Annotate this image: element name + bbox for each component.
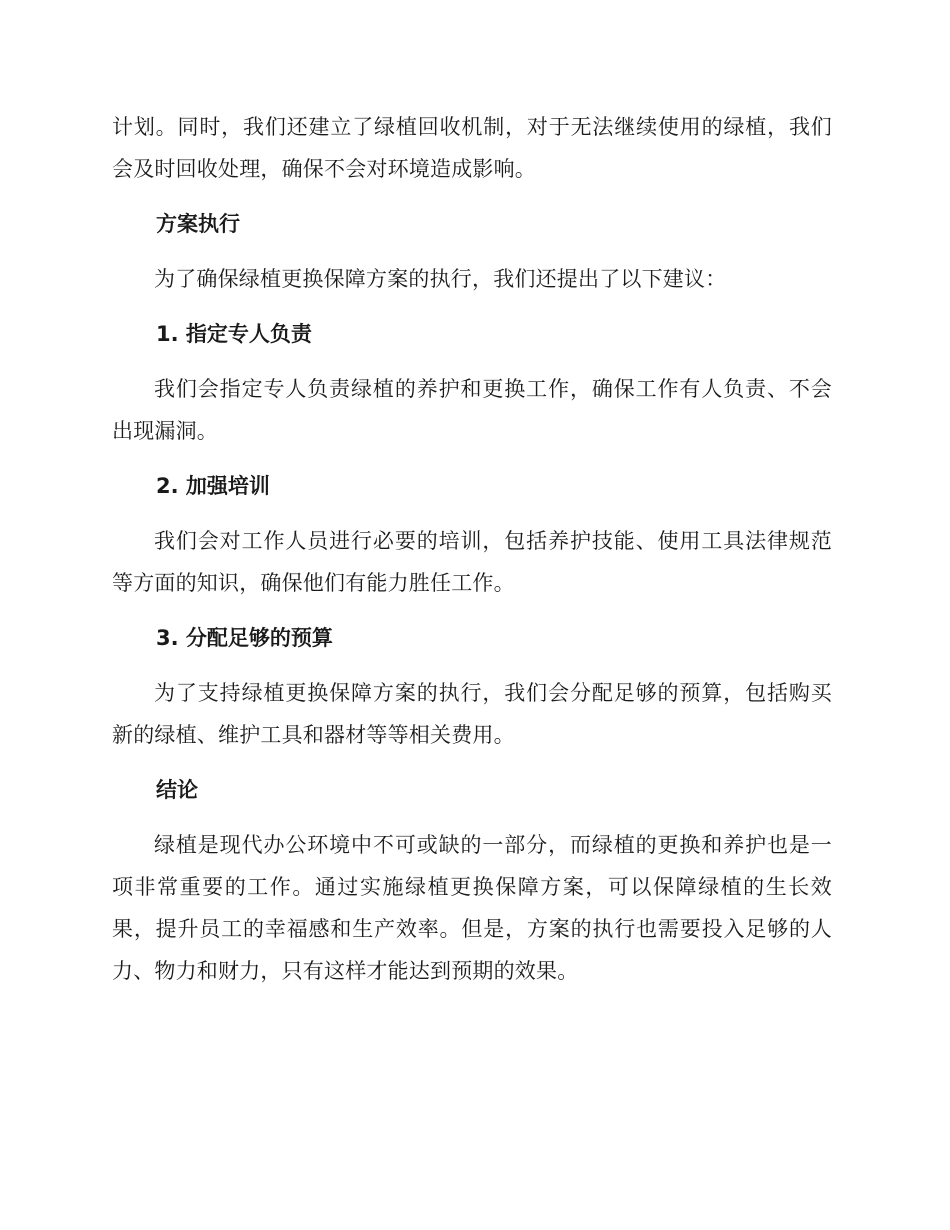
heading-item-2: 2. 加强培训: [156, 474, 270, 498]
paragraph-execution: 为了确保绿植更换保障方案的执行，我们还提出了以下建议：: [154, 267, 727, 291]
heading-conclusion: 结论: [156, 778, 198, 802]
paragraph-item-2: 我们会对工作人员进行必要的培训，包括养护技能、使用工具法律规范等方面的知识，确保他们有能力胜任工作。: [112, 529, 832, 595]
paragraph-item-3: 为了支持绿植更换保障方案的执行，我们会分配足够的预算，包括购买新的绿植、维护工具和器材等等相关费用。: [112, 681, 832, 747]
paragraph-item-1: 我们会指定专人负责绿植的养护和更换工作，确保工作有人负责、不会出现漏洞。: [112, 377, 832, 443]
heading-item-3: 3. 分配足够的预算: [156, 626, 333, 650]
paragraph-conclusion: 绿植是现代办公环境中不可或缺的一部分，而绿植的更换和养护也是一项非常重要的工作。通过实施绿植更换保障方案，可以保障绿植的生长效果，提升员工的幸福感和生产效率。但是，方案的执行也需要投入足够的人力、物力和财力，只有这样才能达到预期的效果。: [112, 833, 832, 983]
paragraph-intro: 计划。同时，我们还建立了绿植回收机制，对于无法继续使用的绿植，我们会及时回收处理，确保不会对环境造成影响。: [112, 115, 832, 181]
document-page: [112, 106, 832, 992]
heading-execution: 方案执行: [156, 212, 240, 236]
heading-item-1: 1. 指定专人负责: [156, 322, 312, 346]
